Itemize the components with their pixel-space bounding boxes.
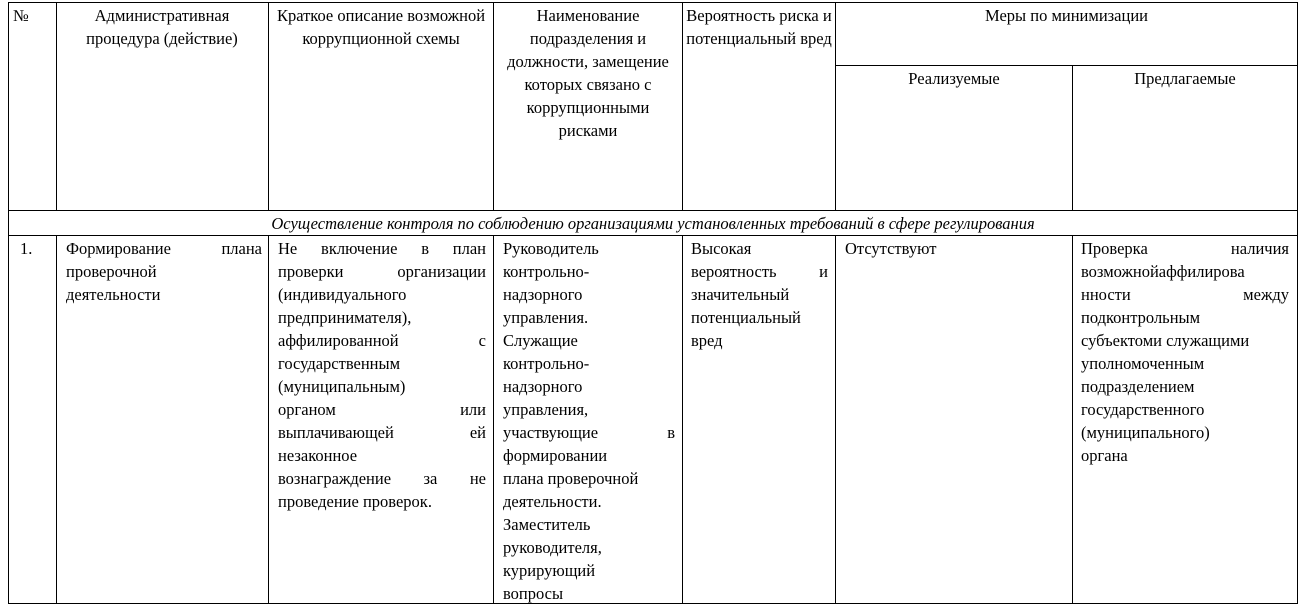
- risk-line: вред: [691, 331, 723, 350]
- row-implemented: Отсутствуют: [845, 239, 937, 258]
- proposed-line: Проверка наличия: [1081, 239, 1289, 258]
- scheme-line: (муниципальным): [278, 377, 406, 396]
- col-divider-6: [1072, 65, 1073, 211]
- col-divider-4b: [682, 235, 683, 604]
- scheme-line: (индивидуального: [278, 285, 407, 304]
- header-position: Наименование подразделения и должности, замещение которых связано с коррупционными рисками: [507, 6, 669, 140]
- table-border-top: [8, 2, 1298, 3]
- col-divider-1: [56, 2, 57, 211]
- scheme-line: предпринимателя),: [278, 308, 412, 327]
- risk-line: значительный: [691, 285, 790, 304]
- position-line: формировании: [503, 446, 608, 465]
- proposed-line: уполномоченным: [1081, 354, 1205, 373]
- position-line: контрольно-: [503, 262, 590, 281]
- row-number: 1.: [20, 239, 33, 258]
- scheme-line: выплачивающей ей: [278, 423, 486, 442]
- position-line: руководителя,: [503, 538, 602, 557]
- procedure-line: Формирование плана: [66, 239, 262, 258]
- risk-line: вероятность и: [691, 262, 828, 281]
- procedure-line: деятельности: [66, 285, 161, 304]
- scheme-line: проверки организации: [278, 262, 486, 281]
- scheme-line: проведение проверок.: [278, 492, 432, 511]
- proposed-line: субъектоми служащими: [1081, 331, 1250, 350]
- position-line: участвующие в: [503, 423, 675, 442]
- col-divider-2b: [268, 235, 269, 604]
- proposed-line: подконтрольным: [1081, 308, 1201, 327]
- scheme-line: органом или: [278, 400, 486, 419]
- header-implemented: Реализуемые: [908, 69, 1000, 88]
- position-line: управления,: [503, 400, 589, 419]
- position-line: вопросы: [503, 584, 564, 603]
- section-bottom-border: [8, 235, 1298, 236]
- position-line: управления.: [503, 308, 589, 327]
- header-measures: Меры по минимизации: [985, 6, 1148, 25]
- proposed-line: органа: [1081, 446, 1128, 465]
- position-line: плана проверочной: [503, 469, 639, 488]
- row-risk: [691, 237, 828, 352]
- scheme-line: аффилированной с: [278, 331, 486, 350]
- position-line: надзорного: [503, 377, 583, 396]
- procedure-line: проверочной: [66, 262, 157, 281]
- table-border-left: [8, 2, 9, 604]
- proposed-line: государственного: [1081, 400, 1205, 419]
- risk-line: Высокая: [691, 239, 752, 258]
- header-risk: Вероятность риска и потенциальный вред: [686, 6, 832, 48]
- col-divider-5: [835, 2, 836, 211]
- position-line: Служащие: [503, 331, 578, 350]
- header-scheme: Краткое описание возможной коррупционной схемы: [276, 6, 486, 48]
- col-divider-3b: [493, 235, 494, 604]
- row-scheme: [278, 237, 486, 513]
- row-proposed: [1081, 237, 1289, 467]
- position-line: курирующий: [503, 561, 596, 580]
- col-divider-6b: [1072, 235, 1073, 604]
- proposed-line: нности между: [1081, 285, 1289, 304]
- col-divider-4: [682, 2, 683, 211]
- scheme-line: вознаграждение за не: [278, 469, 486, 488]
- scheme-line: государственным: [278, 354, 401, 373]
- position-line: надзорного: [503, 285, 583, 304]
- row-position: [503, 237, 675, 605]
- col-divider-2: [268, 2, 269, 211]
- col-divider-5b: [835, 235, 836, 604]
- header-measures-divider: [835, 65, 1298, 66]
- header-bottom-border: [8, 210, 1298, 211]
- position-line: Руководитель: [503, 239, 599, 258]
- col-divider-1b: [56, 235, 57, 604]
- header-num: №: [13, 6, 29, 25]
- position-line: деятельности.: [503, 492, 602, 511]
- row-procedure: [66, 237, 262, 306]
- position-line: контрольно-: [503, 354, 590, 373]
- proposed-line: (муниципального): [1081, 423, 1210, 442]
- header-proposed: Предлагаемые: [1134, 69, 1236, 88]
- scheme-line: Не включение в план: [278, 239, 486, 258]
- position-line: Заместитель: [503, 515, 591, 534]
- col-divider-3: [493, 2, 494, 211]
- table-border-right: [1297, 2, 1298, 604]
- section-title: Осуществление контроля по соблюдению организациями установленных требований в сфере регулирования: [271, 214, 1035, 233]
- proposed-line: подразделением: [1081, 377, 1195, 396]
- risk-line: потенциальный: [691, 308, 801, 327]
- header-procedure: Административная процедура (действие): [86, 6, 238, 48]
- scheme-line: незаконное: [278, 446, 358, 465]
- proposed-line: возможнойаффилирова: [1081, 262, 1245, 281]
